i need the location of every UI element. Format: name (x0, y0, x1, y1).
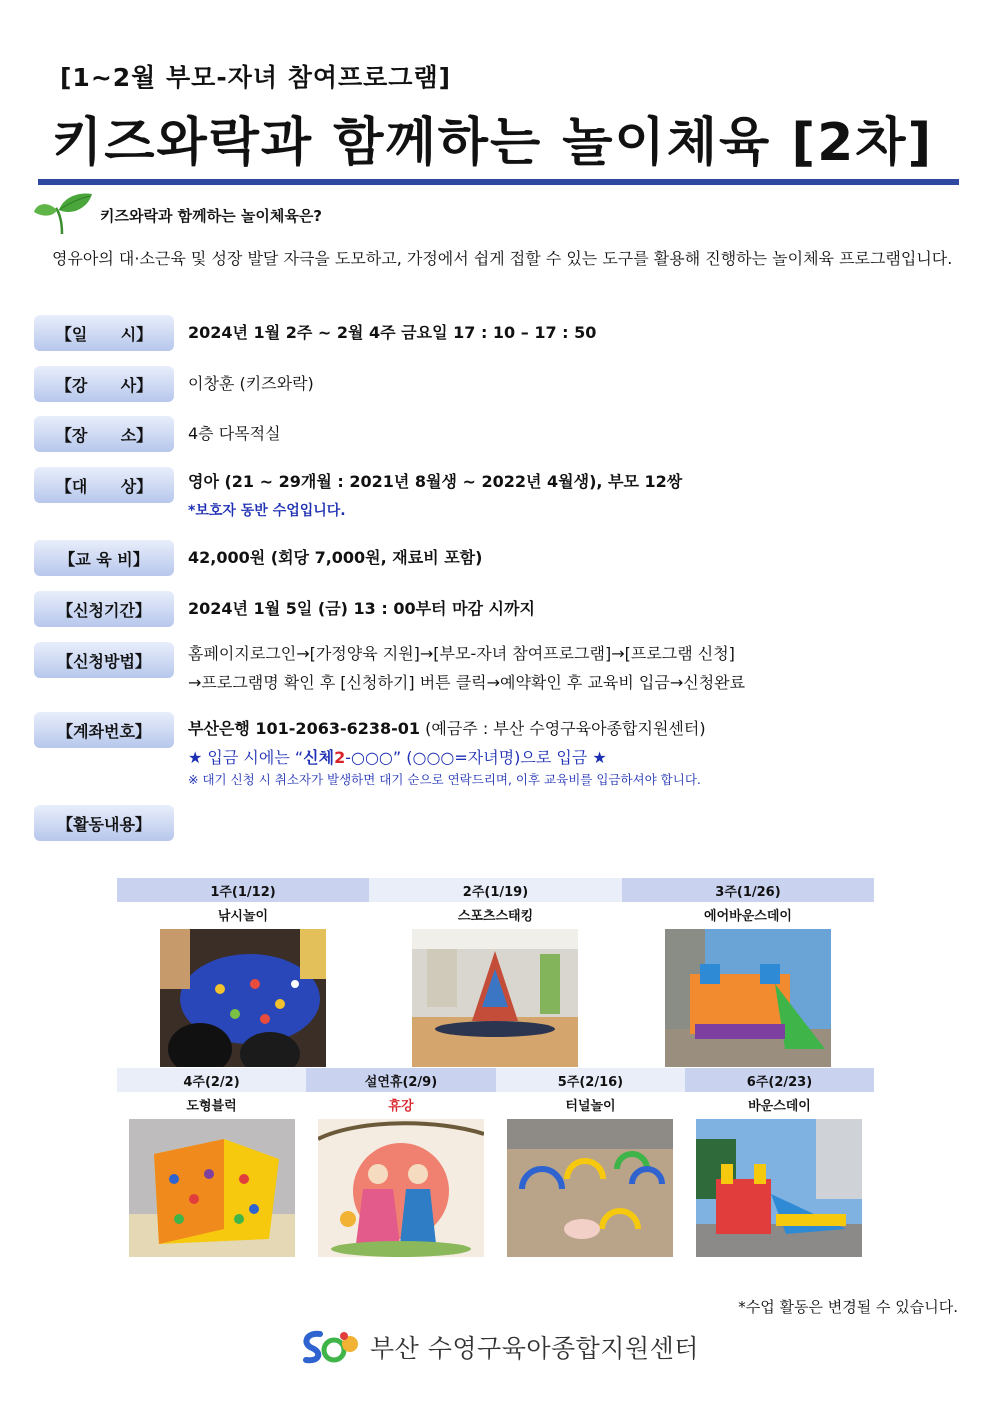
lunar-holiday-illustration (318, 1119, 484, 1257)
account-line (188, 716, 706, 742)
target-value: 영아 (21 ~ 29개월 : 2021년 8월생 ~ 2022년 4월생), 부모 12쌍 (188, 472, 683, 491)
activity-name: 스포츠스태킹 (457, 908, 534, 924)
title-divider (38, 179, 959, 185)
target-note: *보호자 동반 수업입니다. (188, 503, 346, 519)
activity-name: 도형블럭 (186, 1098, 237, 1114)
place-value: 4층 다목적실 (188, 424, 281, 443)
intro-body: 영유아의 대·소근육 및 성장 발달 자극을 도모하고, 가정에서 쉽게 접할 수 있는 도구를 활용해 진행하는 놀이체육 프로그램입니다. (52, 249, 953, 268)
fee-label: 【교 육 비】 (34, 540, 174, 576)
wait-note: ※ 대기 신청 시 취소자가 발생하면 대기 순으로 연락드리며, 이후 교육비를 입금하셔야 합니다. (188, 772, 701, 787)
page-title: 키즈와락과 함께하는 놀이체육 [2차] (52, 113, 934, 173)
activity-label: 【활동내용】 (34, 805, 174, 841)
activity-name: 낚시놀이 (217, 908, 269, 924)
activity-name: 바운스데이 (748, 1098, 811, 1114)
activity-name-holiday: 휴강 (388, 1098, 414, 1114)
sports-stacking-photo (412, 929, 578, 1067)
week-header: 2주(1/19) (369, 878, 622, 902)
activity-table-row1 (117, 878, 874, 1068)
activity-name: 에어바운스데이 (704, 908, 792, 924)
deposit-bold: 신체 (303, 748, 335, 767)
week-header: 설연휴(2/9) (306, 1068, 496, 1092)
deposit-pre: 입금 시에는 “ (202, 748, 304, 767)
period-label: 【신청기간】 (34, 591, 174, 627)
account-label: 【계좌번호】 (34, 712, 174, 748)
star-icon: ★ (592, 748, 607, 767)
week-header: 6주(2/23) (685, 1068, 874, 1092)
intro-heading: 키즈와락과 함께하는 놀이체육은? (100, 207, 323, 225)
method-line-1: 홈페이지로그인→[가정양육 지원]→[부모-자녀 참여프로그램]→[프로그램 신청] (188, 644, 735, 663)
organization-name: 부산 수영구육아종합지원센터 (370, 1334, 699, 1363)
method-line-2: →프로그램명 확인 후 [신청하기] 버튼 클릭→예약확인 후 교육비 입금→신청완료 (188, 673, 746, 692)
week-header: 4주(2/2) (117, 1068, 306, 1092)
instructor-label: 【강 사】 (34, 366, 174, 402)
week-header: 5주(2/16) (496, 1068, 685, 1092)
air-bounce-photo (665, 929, 831, 1067)
bounce-day-photo (696, 1119, 862, 1257)
activity-table-row2 (117, 1068, 874, 1258)
footer (298, 1326, 699, 1368)
activity-name: 터널놀이 (565, 1098, 616, 1114)
fee-value: 42,000원 (회당 7,000원, 재료비 포함) (188, 548, 483, 567)
week-header: 3주(1/26) (622, 878, 874, 902)
account-holder: (예금주 : 부산 수영구육아종합지원센터) (420, 719, 706, 738)
center-logo-icon (298, 1326, 364, 1368)
star-icon: ★ (188, 748, 203, 767)
shape-block-photo (129, 1119, 295, 1257)
account-bank: 부산은행 101-2063-6238-01 (188, 719, 421, 738)
deposit-post: -○○○” (○○○=자녀명)으로 입금 (345, 748, 593, 767)
method-label: 【신청방법】 (34, 642, 174, 678)
schedule-label: 【일 시】 (34, 315, 174, 351)
target-label: 【대 상】 (34, 467, 174, 503)
deposit-red: 2 (334, 748, 346, 767)
week-header: 1주(1/12) (117, 878, 369, 902)
sprout-icon (32, 192, 94, 236)
tunnel-play-photo (507, 1119, 673, 1257)
instructor-value: 이창훈 (키즈와락) (188, 374, 314, 393)
activity-change-note: *수업 활동은 변경될 수 있습니다. (738, 1298, 958, 1316)
period-value: 2024년 1월 5일 (금) 13 : 00부터 마감 시까지 (188, 599, 535, 618)
program-subtitle: [1~2월 부모-자녀 참여프로그램] (60, 63, 452, 92)
fishing-play-photo (160, 929, 326, 1067)
schedule-value: 2024년 1월 2주 ~ 2월 4주 금요일 17 : 10 – 17 : 50 (188, 323, 597, 342)
place-label: 【장 소】 (34, 416, 174, 452)
